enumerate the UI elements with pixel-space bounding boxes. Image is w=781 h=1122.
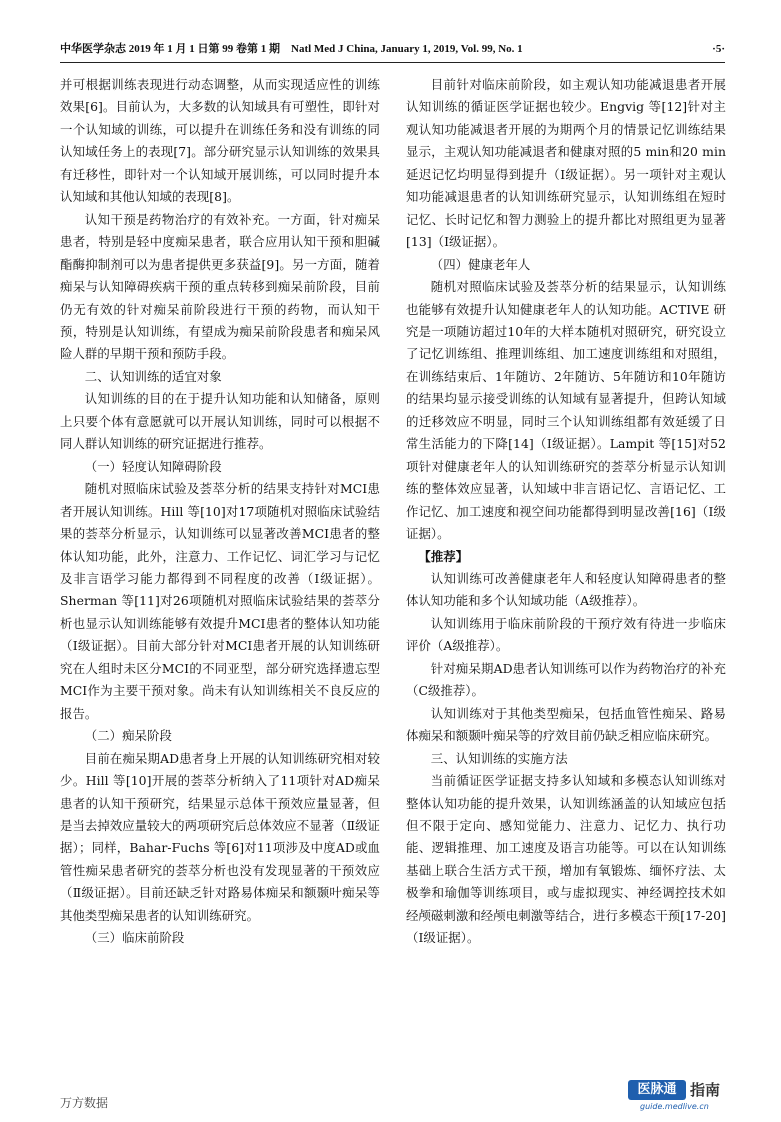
- body-paragraph: 认知训练可改善健康老年人和轻度认知障碍患者的整体认知功能和多个认知域功能（A级推荐）。: [406, 570, 726, 609]
- body-paragraph: 目前针对临床前阶段，如主观认知功能减退患者开展认知训练的循证医学证据也较少。Engvig 等[12]针对主观认知功能减退者开展的为期两个月的情景记忆训练结果显示，主观认知功能减退者和健康对照的5 min和20 min延迟记忆均明显得到提升（Ⅰ级证据）。另一项针对主观认知功能减退患者的认知训练研究显示，认知训练组在短时记忆、长时记忆和智力测验上的提升都比对照组更为显著[13]（Ⅰ级证据）。: [406, 77, 726, 250]
- body-paragraph: 认知训练的目的在于提升认知功能和认知储备，原则上只要个体有意愿就可以开展认知训练，同时可以根据不同人群认知训练的研究证据进行推荐。: [60, 391, 380, 452]
- body-paragraph: 随机对照临床试验及荟萃分析的结果支持针对MCI患者开展认知训练。Hill 等[10]对17项随机对照临床试验结果的荟萃分析显示，认知训练可以显著改善MCI患者的整体认知功能，此外，注意力、工作记忆、词汇学习与记忆及非言语学习能力都得到不同程度的改善（Ⅰ级证据）。Sherman 等[11]对26项随机对照临床试验结果的荟萃分析也显示认知训练能够有效提升MCI患者的整体认知功能（Ⅰ级证据）。目前大部分针对MCI患者开展的认知训练研究在人组时未区分MCI的不同亚型，部分研究选择遗忘型MCI作为主要干预对象。尚未有认知训练相关不良反应的报告。: [60, 481, 380, 721]
- section-heading: （二）痴呆阶段: [84, 728, 172, 744]
- medlive-logo[interactable]: [628, 1078, 738, 1112]
- body-paragraph: 认知干预是药物治疗的有效补充。一方面，针对痴呆患者，特别是轻中度痴呆患者，联合应用认知干预和胆碱酯酶抑制剂可以为患者提供更多获益[9]。另一方面，随着痴呆与认知障碍疾病干预的重点转移到痴呆前阶段，目前仍无有效的针对痴呆前阶段进行干预的药物，而认知干预，特别是认知训练，有望成为痴呆前阶段患者和痴呆风险人群的早期干预和预防手段。: [60, 211, 380, 362]
- page-number: ·5·: [712, 43, 725, 55]
- right-column: [406, 74, 726, 1064]
- database-watermark: 万方数据: [60, 1096, 109, 1110]
- logo-url: guide.medlive.cn: [640, 1102, 709, 1111]
- section-heading: （三）临床前阶段: [84, 930, 185, 946]
- left-column: [60, 74, 380, 1064]
- body-paragraph: 并可根据训练表现进行动态调整，从而实现适应性的训练效果[6]。目前认为，大多数的认知域具有可塑性，即针对一个认知域的训练，可以提升在训练任务和没有训练的同认知域任务上的表现[7]。部分研究显示认知训练的效果具有迁移性，即针对一个认知域开展训练，可以同时提升本认知域和其他认知域的表现[8]。: [60, 77, 380, 205]
- body-paragraph: 认知训练用于临床前阶段的干预疗效有待进一步临床评价（A级推荐）。: [406, 615, 726, 654]
- recommendation-title: 【推荐】: [418, 548, 469, 564]
- body-paragraph: 当前循证医学证据支持多认知域和多模态认知训练对整体认知功能的提升效果，认知训练涵盖的认知域应包括但不限于定向、感知觉能力、注意力、记忆力、执行功能、逻辑推理、加工速度及语言功能等。可以在认知训练基础上联合生活方式干预，增加有氧锻炼、缅怀疗法、太极拳和瑜伽等训练项目，或与虚拟现实、神经调控技术如经颅磁刺激和经颅电刺激等结合，进行多模态干预[17-20]（Ⅰ级证据）。: [406, 773, 726, 946]
- body-paragraph: 针对痴呆期AD患者认知训练可以作为药物治疗的补充（C级推荐）。: [406, 660, 726, 699]
- logo-text: 指南: [690, 1081, 721, 1099]
- section-heading: （一）轻度认知障碍阶段: [84, 458, 222, 474]
- journal-citation: 中华医学杂志 2019 年 1 月 1 日第 99 卷第 1 期 Natl Med J China, January 1, 2019, Vol. 99, No. 1: [60, 43, 523, 55]
- section-heading: 二、认知训练的适宜对象: [84, 368, 222, 384]
- body-paragraph: 认知训练对于其他类型痴呆，包括血管性痴呆、路易体痴呆和额颞叶痴呆等的疗效目前仍缺乏相应临床研究。: [406, 705, 726, 744]
- logo-box: 医脉通: [628, 1080, 686, 1100]
- body-paragraph: 目前在痴呆期AD患者身上开展的认知训练研究相对较少。Hill 等[10]开展的荟萃分析纳入了11项针对AD痴呆患者的认知干预研究，结果显示总体干预效应量显著，但是当去掉效应量较大的两项研究后总体效应不显著（Ⅱ级证据）；同样，Bahar-Fuchs 等[6]对11项涉及中度AD或血管性痴呆患者研究的荟萃分析也没有发现显著的干预效应（Ⅱ级证据）。目前还缺乏针对路易体痴呆和额颞叶痴呆等其他类型痴呆患者的认知训练研究。: [60, 750, 380, 923]
- body-paragraph: 随机对照临床试验及荟萃分析的结果显示，认知训练也能够有效提升认知健康老年人的认知功能。ACTIVE 研究是一项随访超过10年的大样本随机对照研究，研究设立了记忆训练组、推理训练组、加工速度训练组和对照组，在训练结束后、1年随访、2年随访、5年随访和10年随访的结果均显示接受训练的认知域有显著提升，但跨认知域的迁移效应不明显，同时三个认知训练组都有效延缓了日常生活能力的下降[14]（Ⅰ级证据）。Lampit 等[15]对52项针对健康老年人的认知训练研究的荟萃分析显示认知训练的整体效应显著，认知域中非言语记忆、言语记忆、工作记忆、加工速度和视空间功能都得到明显改善[16]（Ⅰ级证据）。: [406, 279, 726, 542]
- section-heading: （四）健康老年人: [430, 256, 531, 272]
- running-header: [60, 40, 725, 63]
- section-heading: 三、认知训练的实施方法: [430, 750, 568, 766]
